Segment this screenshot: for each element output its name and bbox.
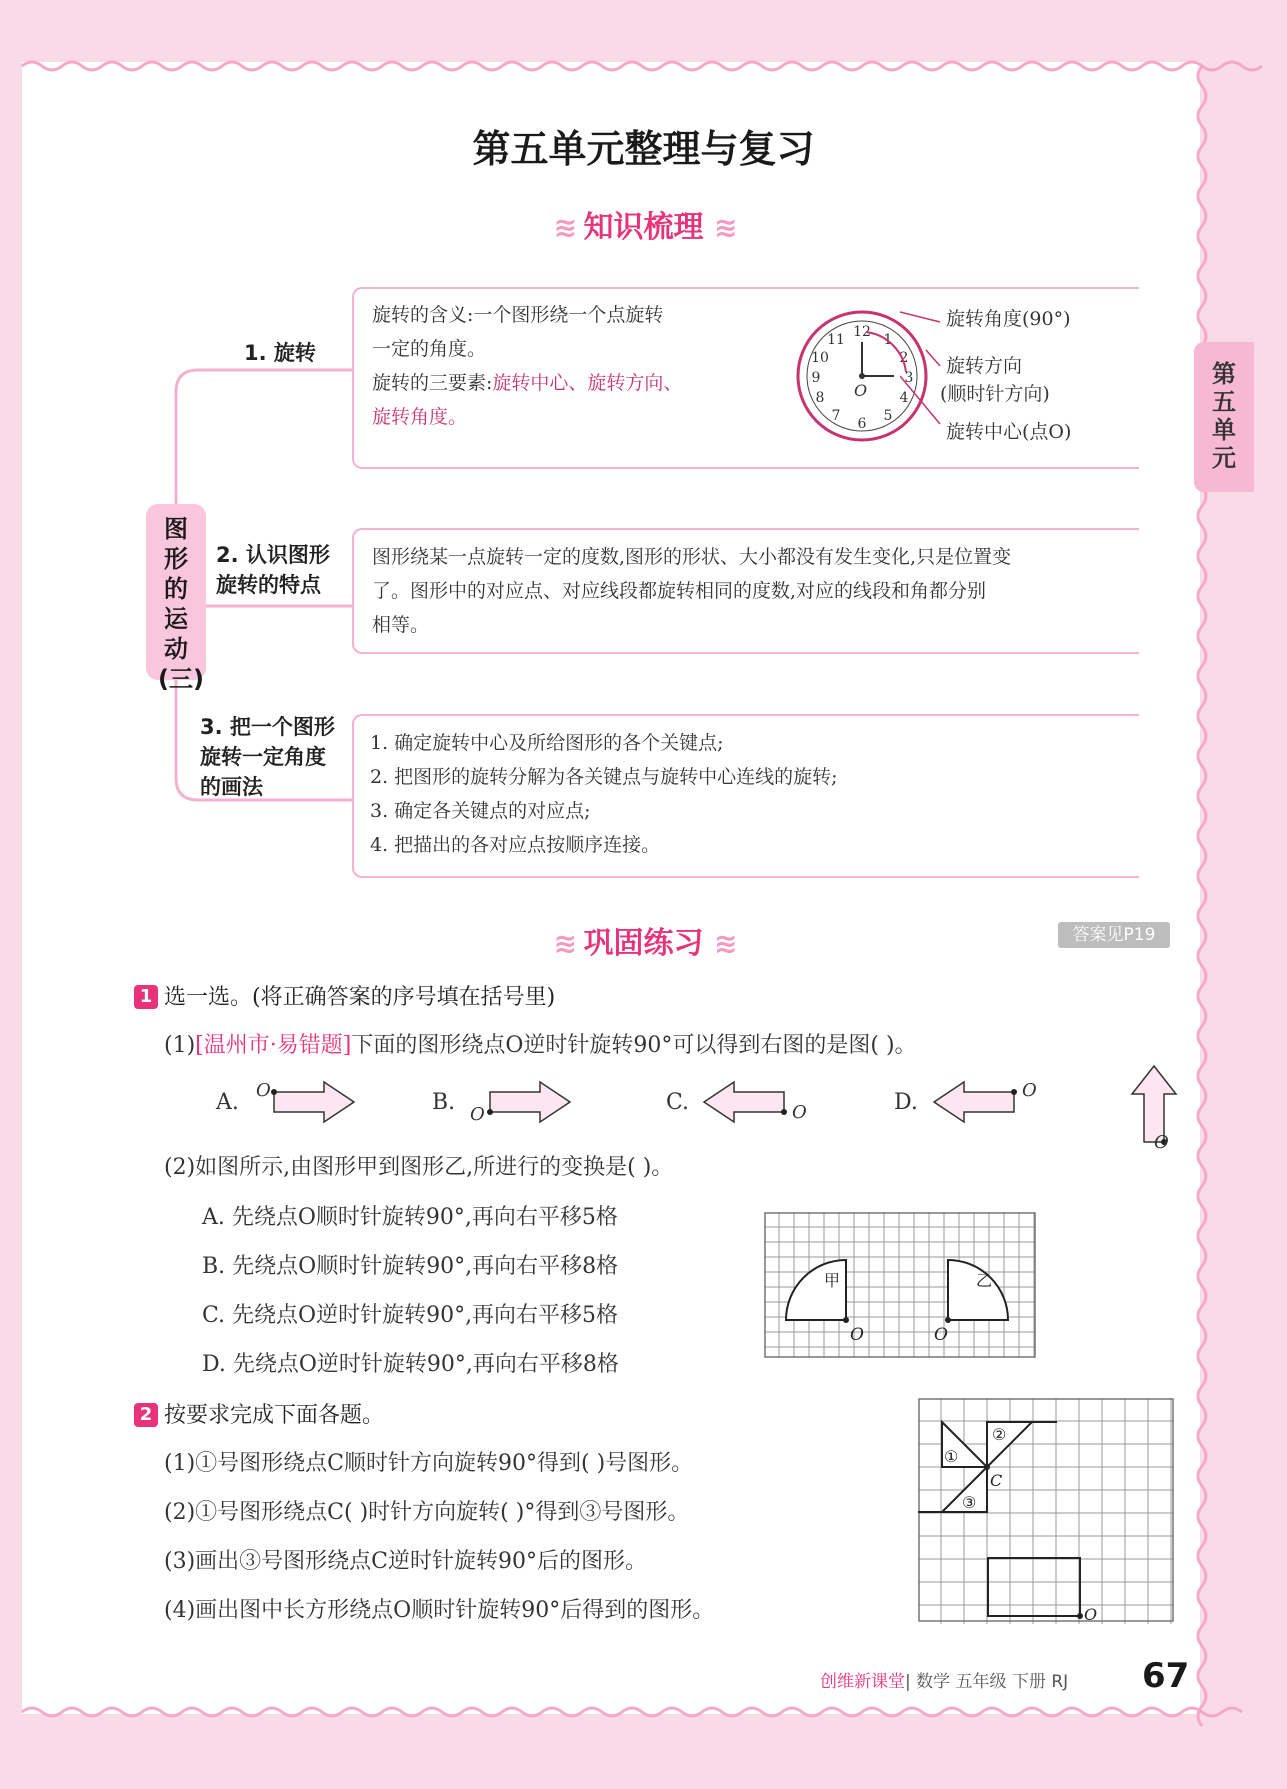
svg-text:6: 6	[857, 416, 867, 432]
svg-text:10: 10	[811, 350, 829, 366]
text-line: 3. 确定各关键点的对应点;	[370, 800, 591, 822]
svg-text:5: 5	[883, 408, 893, 424]
q1-part1	[164, 1028, 917, 1059]
svg-text:2: 2	[899, 350, 909, 366]
clock-note-center: 旋转中心(点O)	[946, 421, 1072, 443]
text-line: 一定的角度。	[372, 338, 487, 360]
q2-item-3: (3)画出③号图形绕点C逆时针旋转90°后的图形。	[164, 1549, 647, 1574]
q1-part1-text: 下面的图形绕点O逆时针旋转90°可以得到右图的是图( )。	[351, 1033, 917, 1058]
target-arrow	[1132, 1066, 1176, 1142]
shape-1-label: ①	[944, 1447, 959, 1466]
option-d-label: D.	[894, 1090, 918, 1115]
q2-item-4: (4)画出图中长方形绕点O顺时针旋转90°后得到的图形。	[164, 1598, 715, 1623]
option-d-arrow	[934, 1082, 1014, 1122]
text-line: 了。图形中的对应点、对应线段都旋转相同的度数,对应的线段和角都分别	[372, 580, 987, 602]
clock-note-direction: 旋转方向	[946, 355, 1023, 377]
option-c-label: C.	[666, 1090, 690, 1115]
svg-text:7: 7	[831, 408, 841, 424]
mindmap-root-label: 图形的运动(三)	[158, 515, 204, 693]
q2-number: 2	[134, 1403, 158, 1427]
branch-features-text	[372, 540, 1011, 642]
unit-side-tab-label: 第五单元	[1212, 360, 1236, 472]
footer-info: | 数学 五年级 下册 RJ	[905, 1672, 1069, 1692]
page-title: 第五单元整理与复习	[472, 127, 815, 171]
svg-text:4: 4	[899, 390, 909, 406]
branch-features-line: 2. 认识图形	[216, 543, 330, 567]
section-practice-title: 巩固练习	[583, 926, 704, 961]
q1-part2-option-c: C. 先绕点O逆时针旋转90°,再向右平移5格	[202, 1303, 619, 1328]
q1-part2-option-a: A. 先绕点O顺时针旋转90°,再向右平移5格	[202, 1205, 618, 1230]
shape-jia-label: 甲	[824, 1271, 841, 1290]
svg-text:12: 12	[853, 324, 871, 340]
page-number: 67	[1142, 1656, 1190, 1696]
clock-note-angle: 旋转角度(90°)	[946, 308, 1071, 330]
option-b-label: B.	[432, 1090, 456, 1115]
svg-text:11: 11	[827, 332, 845, 348]
shape-yi-label: 乙	[976, 1271, 993, 1290]
branch-method-label	[200, 712, 335, 802]
three-elements-items: 旋转中心、旋转方向、	[492, 372, 683, 394]
q1-heading-text: 选一选。(将正确答案的序号填在括号里)	[164, 985, 556, 1010]
point-o-label: O	[256, 1080, 271, 1101]
wave-icon: ≋	[553, 211, 574, 244]
mindmap-root	[146, 504, 206, 693]
text-line: 图形绕某一点旋转一定的度数,图形的形状、大小都没有发生变化,只是位置变	[372, 546, 1012, 568]
q2-item-1: (1)①号图形绕点C顺时针方向旋转90°得到( )号图形。	[164, 1451, 694, 1476]
grid-rotation-figure	[918, 1398, 1174, 1624]
branch-method-text	[370, 726, 838, 862]
text-line: 2. 把图形的旋转分解为各关键点与旋转中心连线的旋转;	[370, 766, 838, 788]
clock-note-clockwise: (顺时针方向)	[940, 383, 1050, 405]
q2-heading-text: 按要求完成下面各题。	[164, 1403, 385, 1428]
svg-text:1: 1	[883, 332, 893, 348]
footer	[820, 1667, 1068, 1692]
svg-text:3: 3	[904, 370, 914, 386]
q1-part2: (2)如图所示,由图形甲到图形乙,所进行的变换是( )。	[164, 1155, 674, 1180]
option-b-arrow	[490, 1082, 570, 1122]
q1-part2-option-b: B. 先绕点O顺时针旋转90°,再向右平移8格	[202, 1254, 619, 1279]
branch-method-line: 旋转一定角度	[200, 745, 326, 769]
text-line: 旋转角度。	[372, 406, 468, 428]
svg-text:8: 8	[815, 390, 825, 406]
option-c-arrow	[704, 1082, 784, 1122]
section-knowledge-title: 知识梳理	[583, 210, 704, 245]
point-o-label: O	[1022, 1080, 1037, 1101]
q2-item-2: (2)①号图形绕点C( )时针方向旋转( )°得到③号图形。	[164, 1500, 690, 1525]
q1-part1-tag: [温州市·易错题]	[195, 1033, 352, 1058]
branch-features-label	[216, 540, 330, 600]
branch-method-line: 3. 把一个图形	[200, 715, 335, 739]
wave-icon: ≋	[713, 927, 734, 960]
point-o-label: O	[1084, 1605, 1098, 1624]
shape-3-label: ③	[962, 1493, 977, 1512]
branch-rotation-text	[372, 298, 682, 434]
wave-icon: ≋	[553, 927, 574, 960]
footer-brand: 创维新课堂	[820, 1672, 905, 1692]
option-a-arrow	[274, 1082, 354, 1122]
point-o-label: O	[792, 1102, 807, 1123]
svg-text:9: 9	[811, 370, 821, 386]
q1-heading	[134, 980, 555, 1011]
option-a-label: A.	[216, 1090, 239, 1115]
three-elements-label: 旋转的三要素:	[372, 372, 493, 394]
q1-part1-prefix: (1)	[164, 1033, 196, 1058]
svg-text:O: O	[854, 381, 868, 400]
grid-transform-figure	[764, 1212, 1036, 1358]
q1-number: 1	[134, 985, 158, 1009]
branch-features-line: 旋转的特点	[216, 573, 321, 597]
shape-2-label: ②	[992, 1425, 1007, 1444]
branch-rotation-label: 1. 旋转	[244, 341, 316, 365]
point-o-label: O	[934, 1325, 948, 1345]
text-line	[372, 366, 682, 400]
point-o-label: O	[1154, 1132, 1169, 1153]
text-line: 旋转的含义:一个图形绕一个点旋转	[372, 304, 664, 326]
branch-method-line: 的画法	[200, 775, 263, 799]
wave-icon: ≋	[713, 211, 734, 244]
q2-heading	[134, 1398, 384, 1429]
point-o-label: O	[850, 1325, 864, 1345]
text-line: 1. 确定旋转中心及所给图形的各个关键点;	[370, 732, 724, 754]
text-line: 相等。	[372, 614, 430, 636]
point-c-label: C	[990, 1471, 1003, 1490]
q1-part2-option-d: D. 先绕点O逆时针旋转90°,再向右平移8格	[202, 1352, 619, 1377]
text-line: 4. 把描出的各对应点按顺序连接。	[370, 834, 661, 856]
point-o-label: O	[470, 1104, 485, 1125]
answer-reference-badge: 答案见P19	[1058, 922, 1170, 948]
